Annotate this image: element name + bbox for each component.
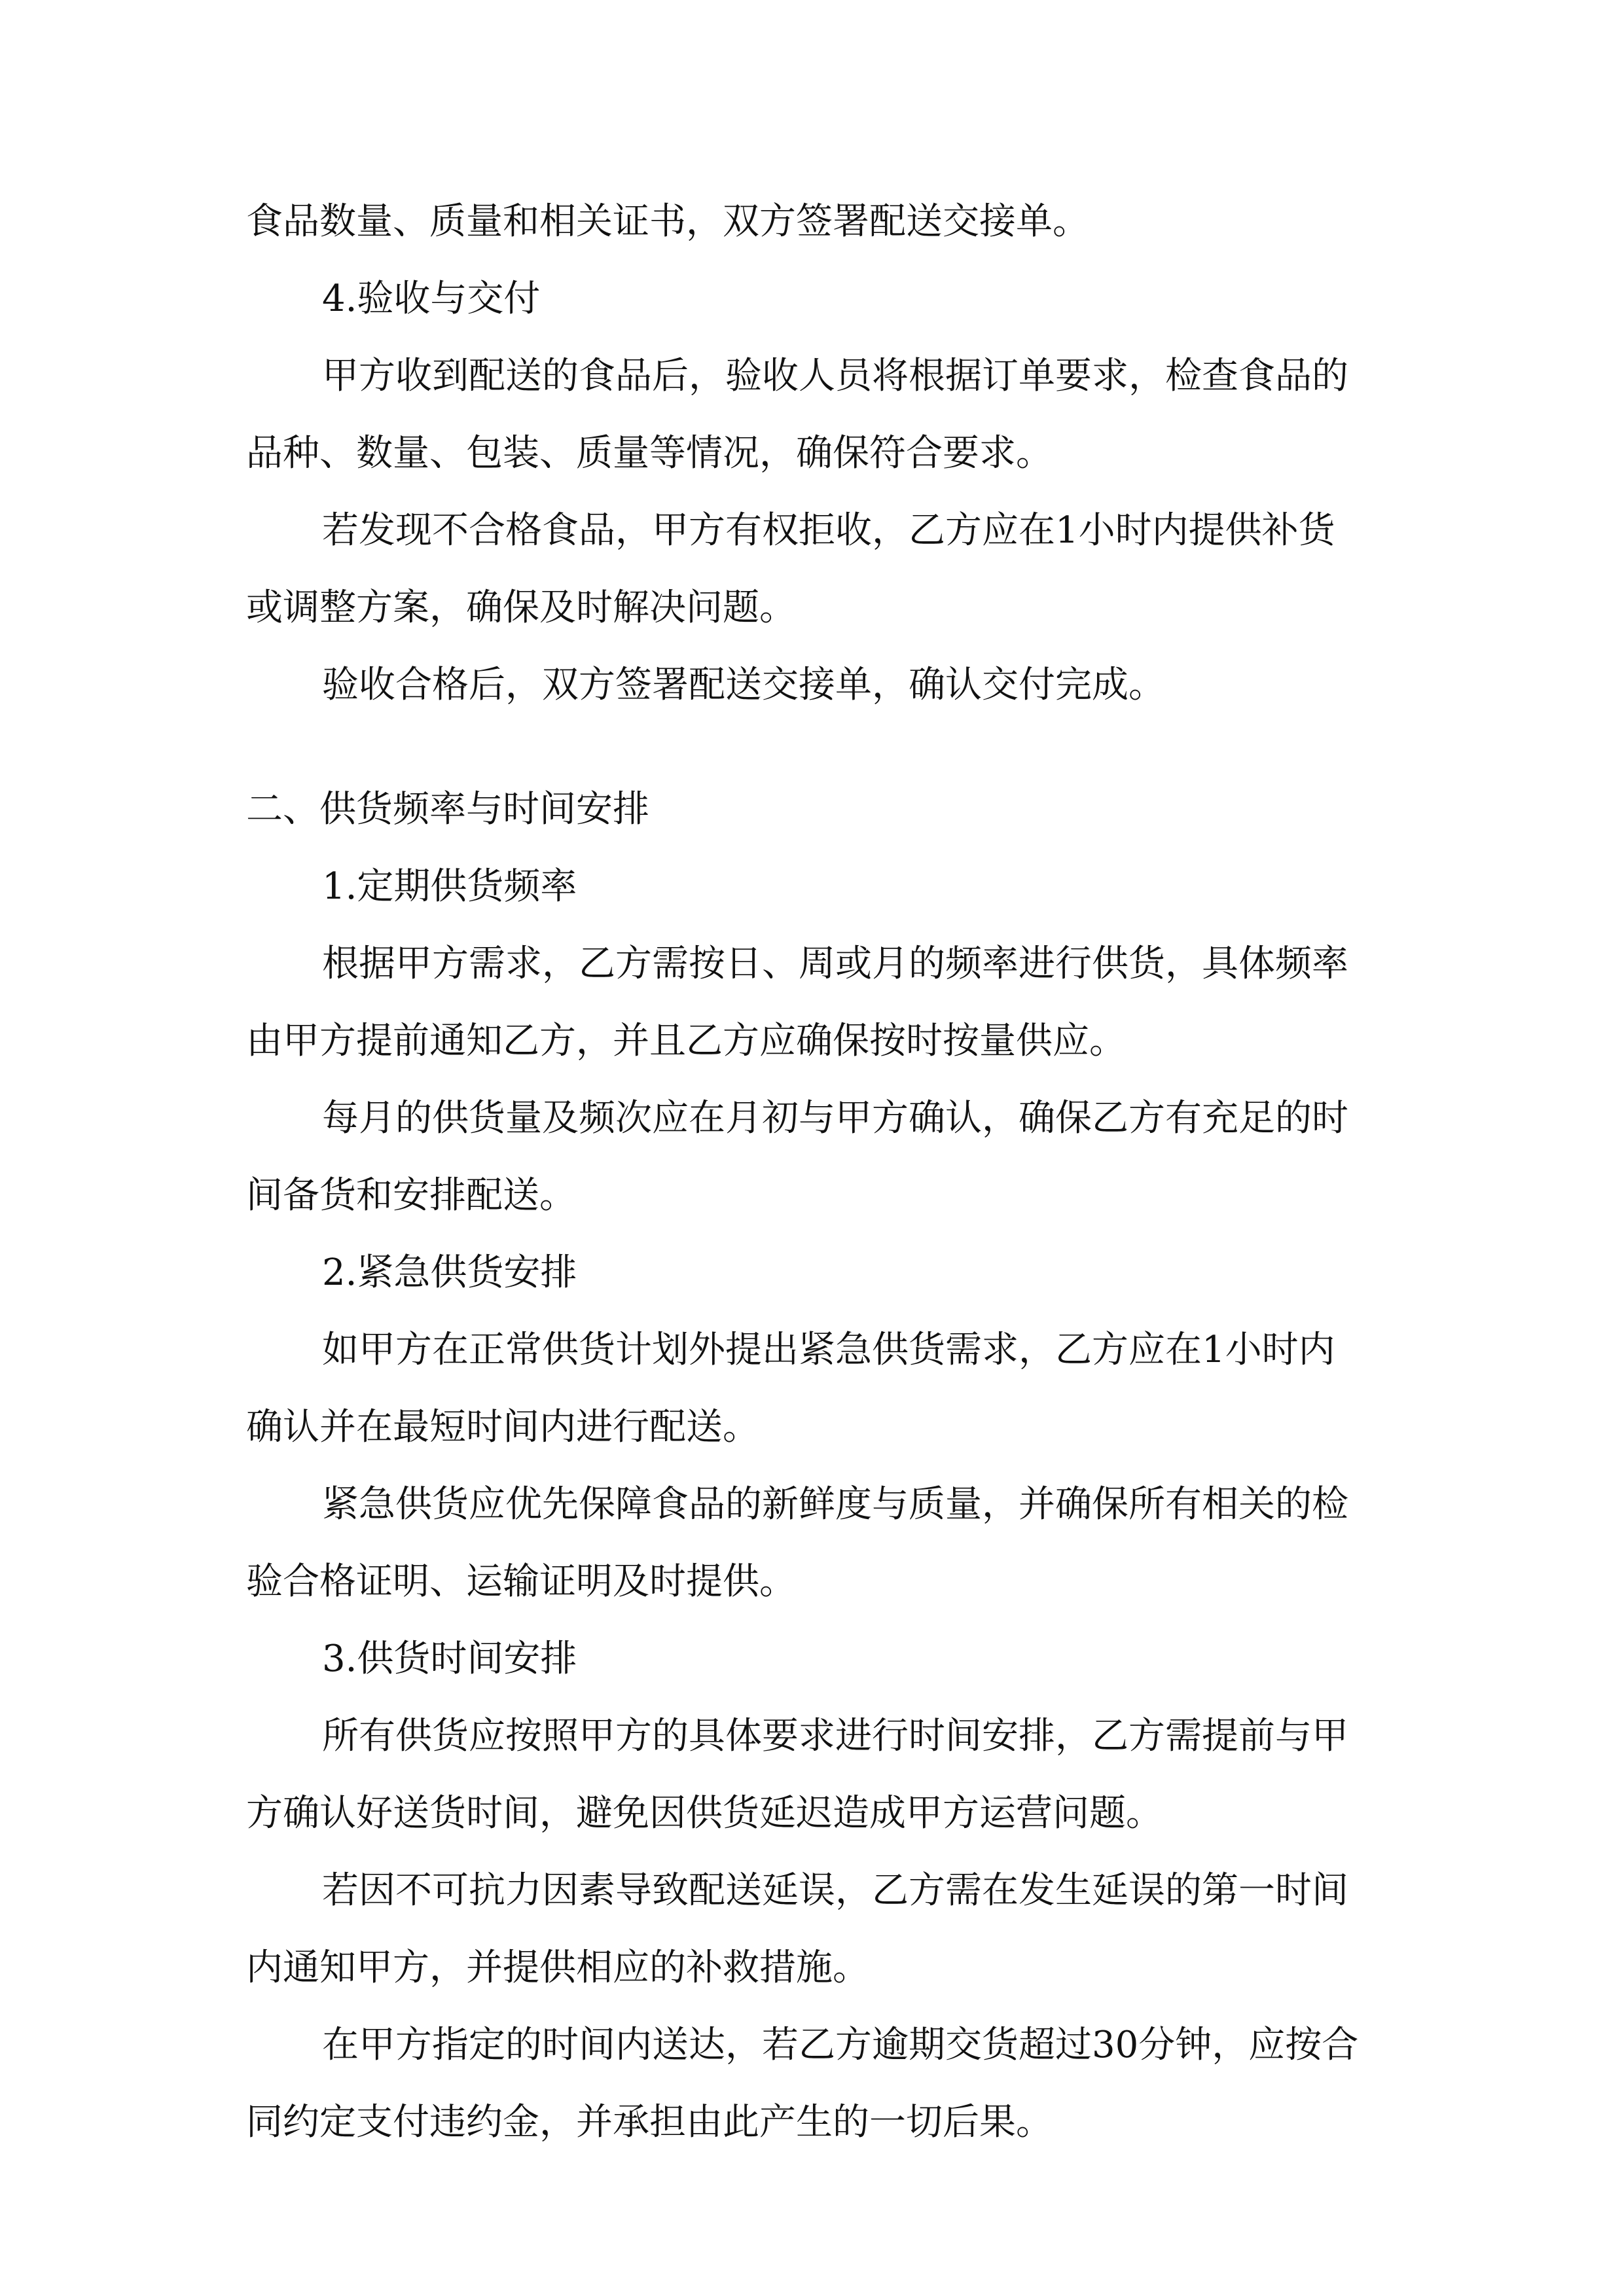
subsection-heading: 4.验收与交付 xyxy=(322,278,541,320)
paragraph-line: 内通知甲方，并提供相应的补救措施。 xyxy=(246,1946,869,1989)
document-body xyxy=(246,183,1398,2161)
subsection-heading: 1.定期供货频率 xyxy=(322,865,577,908)
paragraph-line: 品种、数量、包装、质量等情况，确保符合要求。 xyxy=(246,432,1053,475)
paragraph-line: 甲方收到配送的食品后，验收人员将根据订单要求，检查食品的 xyxy=(322,355,1348,397)
paragraph-line: 若发现不合格食品，甲方有权拒收，乙方应在1小时内提供补货 xyxy=(322,509,1335,552)
paragraph-line: 确认并在最短时间内进行配送。 xyxy=(246,1406,759,1448)
paragraph-line: 所有供货应按照甲方的具体要求进行时间安排，乙方需提前与甲 xyxy=(322,1715,1348,1757)
section-heading: 二、供货频率与时间安排 xyxy=(246,788,649,831)
paragraph-line: 方确认好送货时间，避免因供货延迟造成甲方运营问题。 xyxy=(246,1792,1163,1835)
subsection-heading: 3.供货时间安排 xyxy=(322,1638,577,1680)
paragraph-line: 验收合格后，双方签署配送交接单，确认交付完成。 xyxy=(322,664,1165,706)
paragraph-line: 根据甲方需求，乙方需按日、周或月的频率进行供货，具体频率 xyxy=(322,942,1348,985)
paragraph-line: 紧急供货应优先保障食品的新鲜度与质量，并确保所有相关的检 xyxy=(322,1483,1348,1526)
subsection-heading: 2.紧急供货安排 xyxy=(322,1251,577,1294)
paragraph-line: 验合格证明、运输证明及时提供。 xyxy=(246,1560,796,1603)
paragraph-line: 或调整方案，确保及时解决问题。 xyxy=(246,586,796,629)
paragraph-line: 食品数量、质量和相关证书，双方签署配送交接单。 xyxy=(246,200,1089,243)
section-spacer xyxy=(246,724,1398,771)
paragraph-line: 由甲方提前通知乙方，并且乙方应确保按时按量供应。 xyxy=(246,1020,1126,1062)
paragraph-line: 如甲方在正常供货计划外提出紧急供货需求，乙方应在1小时内 xyxy=(322,1329,1335,1371)
paragraph-line: 每月的供货量及频次应在月初与甲方确认，确保乙方有充足的时 xyxy=(322,1097,1348,1139)
paragraph-line: 间备货和安排配送。 xyxy=(246,1174,576,1217)
paragraph-line: 在甲方指定的时间内送达，若乙方逾期交货超过30分钟，应按合 xyxy=(322,2024,1359,2066)
paragraph-line: 若因不可抗力因素导致配送延误，乙方需在发生延误的第一时间 xyxy=(322,1869,1348,1912)
paragraph-line: 同约定支付违约金，并承担由此产生的一切后果。 xyxy=(246,2101,1053,2144)
